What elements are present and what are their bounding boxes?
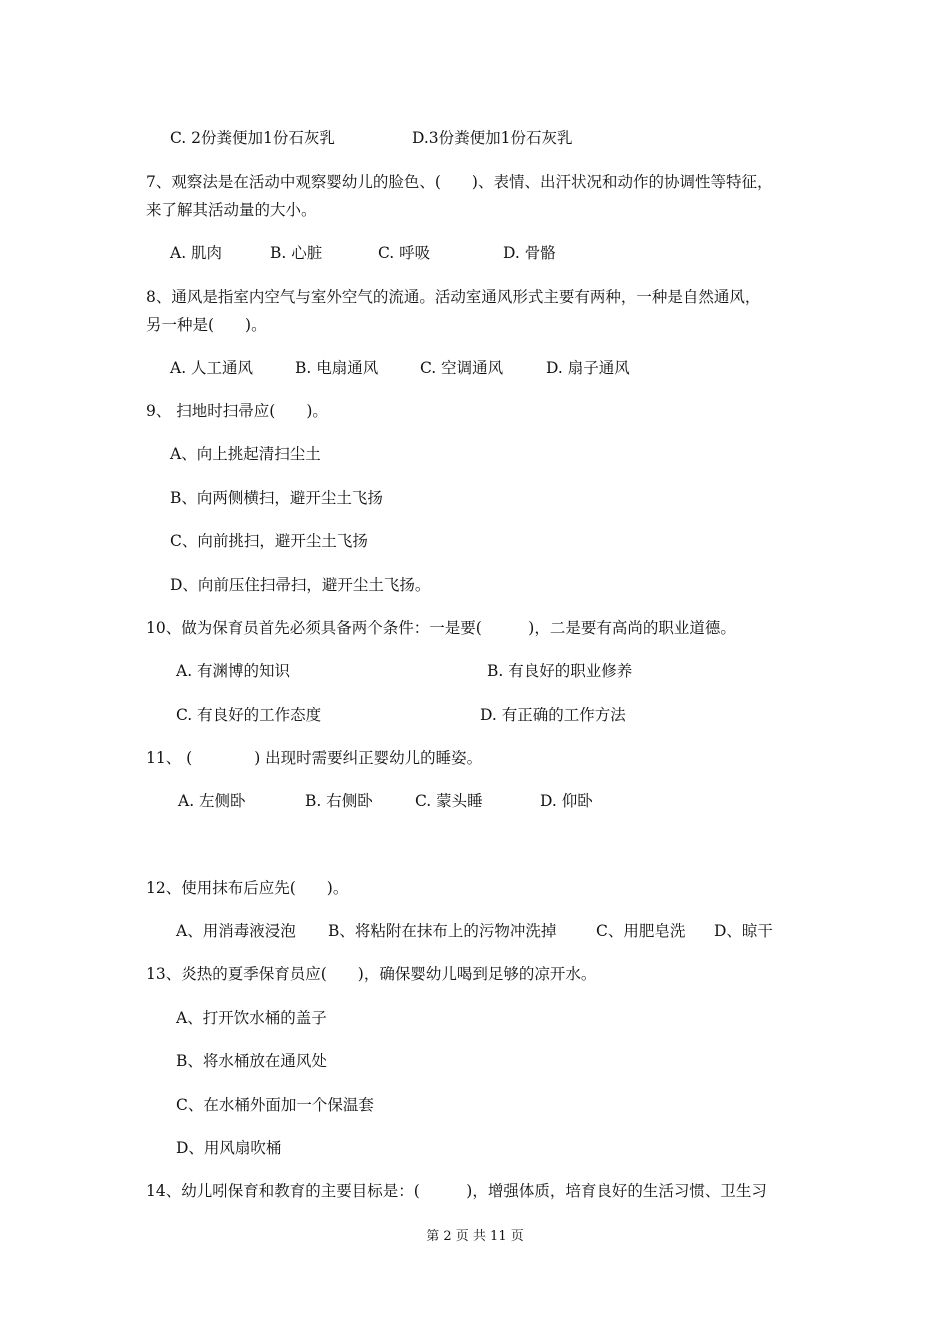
q13-option-a: A、打开饮水桶的盖子 <box>176 1009 327 1027</box>
q9-option-d: D、向前压住扫帚扫，避开尘土飞扬。 <box>170 576 431 594</box>
q7-option-b: B. 心脏 <box>270 244 323 262</box>
q8-option-b: B. 电扇通风 <box>295 359 379 377</box>
q7-option-d: D. 骨骼 <box>503 244 556 262</box>
q12-question: 12、使用抹布后应先( )。 <box>146 879 349 897</box>
q10-option-d: D. 有正确的工作方法 <box>480 706 626 724</box>
q11-option-c: C. 蒙头睡 <box>415 792 483 810</box>
q10-option-a: A. 有渊博的知识 <box>176 662 291 680</box>
q9-question: 9、 扫地时扫帚应( )。 <box>146 402 328 420</box>
q7-option-a: A. 肌肉 <box>170 244 223 262</box>
q6-option-d: D.3份粪便加1份石灰乳 <box>412 129 573 147</box>
q12-option-c: C、用肥皂洗 <box>596 922 686 940</box>
q8-question: 8、通风是指室内空气与室外空气的流通。活动室通风形式主要有两种，一种是自然通风， <box>146 288 761 306</box>
q8-option-d: D. 扇子通风 <box>546 359 630 377</box>
q12-option-d: D、晾干 <box>714 922 773 940</box>
q10-option-c: C. 有良好的工作态度 <box>176 706 322 724</box>
q9-option-c: C、向前挑扫，避开尘土飞扬 <box>170 532 368 550</box>
q8-question-cont: 另一种是( )。 <box>146 316 267 334</box>
q14-question: 14、幼儿吲保育和教育的主要目标是：( )，增强体质，培育良好的生活习惯、卫生习 <box>146 1182 767 1200</box>
page-number-footer: 第 2 页 共 11 页 <box>426 1229 524 1244</box>
q7-question: 7、观察法是在活动中观察婴幼儿的脸色、( )、表情、出汗状况和动作的协调性等特征， <box>146 173 773 191</box>
q11-option-a: A. 左侧卧 <box>178 792 246 810</box>
q9-option-a: A、向上挑起清扫尘土 <box>170 445 321 463</box>
q9-option-b: B、向两侧横扫，避开尘土飞扬 <box>170 489 383 507</box>
q6-option-c: C. 2份粪便加1份石灰乳 <box>170 129 335 147</box>
q11-question: 11、 ( ) 出现时需要纠正婴幼儿的睡姿。 <box>146 749 483 767</box>
q7-option-c: C. 呼吸 <box>378 244 431 262</box>
q13-question: 13、炎热的夏季保育员应( )，确保婴幼儿喝到足够的凉开水。 <box>146 965 597 983</box>
q13-option-d: D、用风扇吹桶 <box>176 1139 282 1157</box>
q12-option-a: A、用消毒液浸泡 <box>176 922 296 940</box>
q10-option-b: B. 有良好的职业修养 <box>487 662 633 680</box>
q11-option-b: B. 右侧卧 <box>305 792 373 810</box>
q13-option-c: C、在水桶外面加一个保温套 <box>176 1096 374 1114</box>
q10-question: 10、做为保育员首先必须具备两个条件：一是要( )，二是要有高尚的职业道德。 <box>146 619 736 637</box>
q13-option-b: B、将水桶放在通风处 <box>176 1052 327 1070</box>
q8-option-a: A. 人工通风 <box>170 359 254 377</box>
q8-option-c: C. 空调通风 <box>420 359 504 377</box>
q12-option-b: B、将粘附在抹布上的污物冲洗掉 <box>328 922 557 940</box>
q11-option-d: D. 仰卧 <box>540 792 593 810</box>
q7-question-cont: 来了解其活动量的大小。 <box>146 201 317 219</box>
